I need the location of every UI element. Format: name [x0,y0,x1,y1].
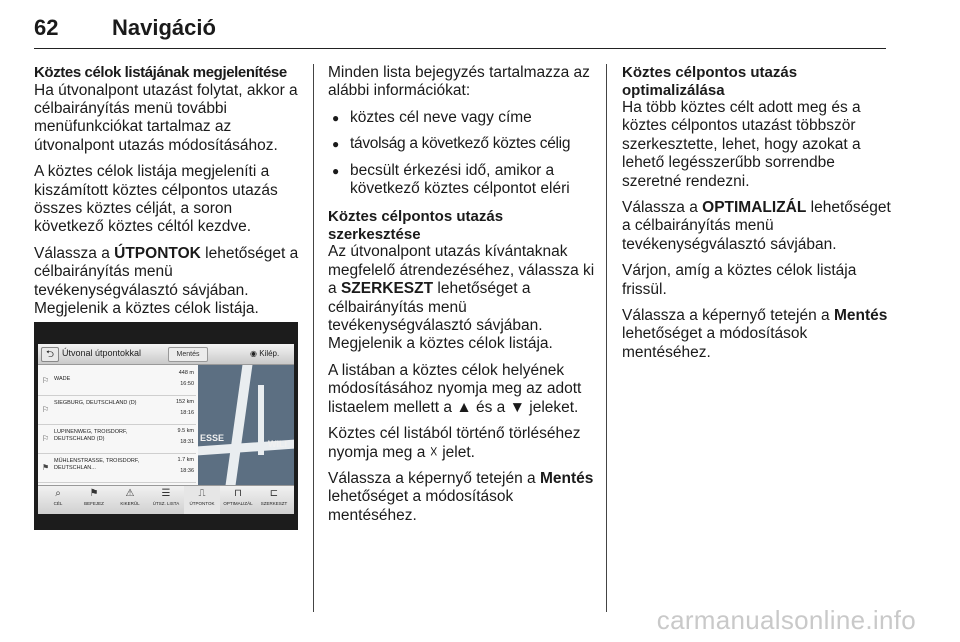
column-1 [34,64,304,326]
screen-title: Útvonal útpontokkal [62,348,142,358]
keyword: ÚTPONTOK [114,244,201,262]
list-item: ● becsült érkezési idő, amikor a következő köztes célpontot eléri [328,162,598,199]
paragraph: Köztes cél listából történő törléséhez nyomja meg a ☓ jelet. [328,425,581,461]
list-item: ● távolság a következő köztes célig [328,135,598,153]
page-header [34,0,886,49]
edit-icon: ⊏ [269,488,279,499]
action-button-edit[interactable]: ⊏ SZERKESZT [256,486,292,514]
paragraph: A listában a köztes célok helyének módosításához nyomja meg az adott listaelem mellett a ▲ és a ▼ jeleket. [328,361,582,416]
paragraph: A köztes célok listája megjeleníti a kiszámított köztes célpontos utazás összes köztes célját, a soron következő köztes céltól kezdve. [34,163,278,236]
bullet-list [328,109,598,199]
list-icon: ☰ [161,488,171,499]
action-button-waypoints[interactable]: ⎍ ÚTPONTOK [184,486,220,514]
flag-icon: ⚐ [42,434,50,443]
list-item[interactable]: ⚐ SIEGBURG, DEUTSCHLAND (D) 152 km 18:16 [38,396,196,425]
paragraph: Ha útvonalpont utazást folytat, akkor a célbairányítás menü további menüfunkciókat tartalmaz az útvonalpont utazás módosításához. [34,81,298,154]
keyword: Mentés [833,307,888,325]
action-button-destination[interactable]: ⌕ CÉL [40,486,76,514]
search-icon: ⌕ [55,488,61,499]
action-button-end[interactable]: ⚑ BEFEJEZ [76,486,112,514]
column-divider [313,64,314,612]
map-label: ESSE [200,433,225,443]
paragraph: Ha több köztes célt adott meg és a köztes célpontos utazást többször szerkesztette, lehet, hogy azokat a lehető legésszerűbb sorrendbe szeretné rendezni. [622,99,861,190]
action-bar [38,485,294,514]
column-2 [328,64,598,533]
paragraph: Válassza a ÚTPONTOK lehetőséget a célbairányítás menü tevékenységválasztó sávjában. Megjelenik a köztes célok listája. [34,244,299,317]
section-heading: Köztes célpontos utazás optimalizálása [622,64,798,99]
paragraph: Válassza a képernyő tetején a Mentés lehetőséget a módosítások mentéséhez. [622,307,888,361]
section-heading: Köztes célpontos utazás szerkesztése [328,208,504,243]
paragraph: Várjon, amíg a köztes célok listája frissül. [622,262,857,298]
flag-icon: ⚐ [42,405,50,414]
optimize-icon: ⊓ [234,488,242,499]
page-number: 62 [34,15,59,40]
map-view [198,365,294,485]
paragraph: Minden lista bejegyzés tartalmazza az alábbi információkat: [328,64,590,100]
waypoints-icon: ⎍ [198,488,206,499]
list-item[interactable]: ⚑ MÜHLENSTRASSE, TROISDORF, DEUTSCHLAN... 1.7 km 18:36 [38,454,196,483]
waypoint-list [38,365,198,485]
list-item[interactable]: ⚐ WADE 448 m 16:50 [38,367,196,396]
flag-icon: ⚑ [89,488,99,499]
screen-top-bar [38,344,294,365]
flag-icon: ⚐ [42,376,50,385]
destination-icon: ⚑ [42,463,50,472]
column-divider [606,64,607,612]
section-title: Navigáció [112,15,216,40]
map-label: WILI [268,439,287,449]
section-heading: Köztes célok listájának megjelenítése [34,64,287,81]
paragraph: Válassza a képernyő tetején a Mentés lehetőséget a módosítások mentéséhez. [328,469,594,524]
list-item: ● köztes cél neve vagy címe [328,109,598,127]
paragraph: Válassza a OPTIMALIZÁL lehetőséget a célbairányítás menü tevékenységválasztó sávjában. [622,199,891,253]
screen [38,344,294,514]
keyword: OPTIMALIZÁL [702,199,807,217]
watermark: carmanualsonline.info [656,605,916,635]
keyword: SZERKESZT [340,280,434,298]
action-button-optimize[interactable]: ⊓ OPTIMALIZÁL [220,486,256,514]
back-arrow-icon[interactable]: ⮌ [41,347,59,362]
paragraph: Az útvonalpont utazás kívántaknak megfelelő átrendezéséhez, válassza ki a SZERKESZT lehetőséget a célbairányítás menü tevékenységválasztó sávjában. Megjelenik a köztes célok listája. [328,243,595,353]
action-button-route-list[interactable]: ☰ ÚTSZ. LISTA [148,486,184,514]
keyword: Mentés [539,469,594,487]
save-button[interactable]: Mentés [168,347,208,362]
exit-button[interactable]: ◉ Kilép. [250,349,280,358]
warning-icon: ⚠ [125,488,135,499]
column-3 [622,64,892,370]
infotainment-screenshot [34,322,298,530]
action-button-avoid[interactable]: ⚠ KIKERÜL [112,486,148,514]
list-item[interactable]: ⚐ LUPINENWEG, TROISDORF, DEUTSCHLAND (D) 9.5 km 18:31 [38,425,196,454]
